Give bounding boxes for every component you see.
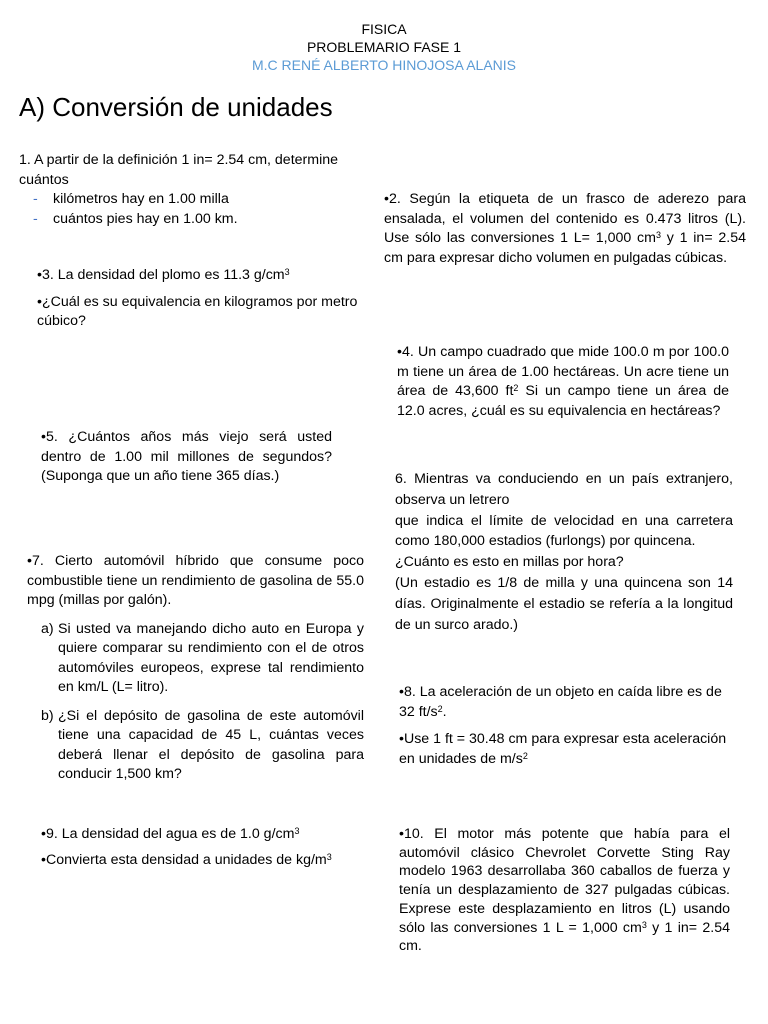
header-subject: FISICA: [361, 21, 407, 37]
problem-3-line1: •3. La densidad del plomo es 11.3 g/cm: [37, 267, 285, 283]
problem-8-line1-end: .: [442, 703, 447, 720]
problem-4: [397, 343, 729, 421]
problem-7-text: •7. Cierto automóvil híbrido que consume poco combustible tiene un rendimiento de gasolina de 55.0 mpg (millas por galón).: [27, 553, 364, 608]
problem-8-line1: •8. La aceleración de un objeto en caída libre es de 32 ft/s: [399, 684, 722, 720]
problem-1: [19, 151, 383, 229]
section-title: A) Conversión de unidades: [19, 92, 333, 122]
problem-6-line1: 6. Mientras va conduciendo en un país extranjero, observa un letrero: [395, 471, 733, 508]
problem-7: [27, 552, 364, 785]
problem-3-sup: 3: [284, 267, 290, 277]
problem-9-line1: •9. La densidad del agua es de 1.0 g/cm: [41, 826, 295, 842]
problem-8-sup1: 2: [437, 703, 443, 714]
problem-1-sub-b-text: cuántos pies hay en 1.00 km.: [53, 210, 238, 227]
dash-bullet-icon: -: [33, 191, 38, 207]
problem-7-part-b: [27, 707, 364, 785]
problem-7-a-label: a): [41, 620, 54, 637]
problem-7-part-a: [27, 620, 364, 698]
problem-9-sup2: 3: [326, 851, 332, 862]
problem-2-text-b: y 1 in= 2.54 cm para expresar dicho volumen en pulgadas cúbicas.: [384, 230, 746, 266]
problem-6-line3: ¿Cuánto es esto en millas por hora?: [395, 554, 624, 571]
problem-1-sub-a: [19, 190, 383, 210]
problem-5: [41, 428, 332, 487]
problem-7-b-label: b): [41, 707, 54, 724]
problem-9: [41, 825, 361, 870]
problem-3-line2: •¿Cuál es su equivalencia en kilogramos por metro cúbico?: [37, 293, 358, 329]
problem-6: [395, 469, 733, 635]
problem-9-sup1: 3: [294, 826, 300, 836]
problem-5-text: •5. ¿Cuántos años más viejo será usted dentro de 1.00 mil millones de segundos? (Suponga que un año tiene 365 días.): [41, 429, 332, 484]
dash-bullet-icon: -: [33, 210, 38, 227]
problem-10-sup: 3: [641, 919, 647, 930]
header-problem-set: PROBLEMARIO FASE 1: [306, 39, 462, 55]
problem-10-text-b: y 1 in= 2.54 cm.: [399, 919, 730, 955]
problem-10: [399, 825, 730, 956]
problem-4-sup: 2: [513, 383, 519, 393]
problem-10-text: •10. El motor más potente que había para el automóvil clásico Chevrolet Corvette Sting Ray modelo 1963 desarrollaba 360 caballos de fuerza y tenía un desplazamiento de 327 pulgadas cúbicas. Exprese este desplazamiento en litros (L) usando sólo las conversiones 1 L = 1,000 cm: [399, 826, 730, 936]
problem-1-intro-cont: cuántos: [19, 171, 69, 188]
problem-8-line2: •Use 1 ft = 30.48 cm para expresar esta aceleración en unidades de m/s: [399, 731, 727, 767]
problem-2-sup: 3: [655, 230, 661, 240]
problem-4-text-b: Si un campo tiene un área de 12.0 acres, ¿cuál es su equivalencia en hectáreas?: [397, 383, 729, 419]
problem-1-sub-a-text: kilómetros hay en 1.00 milla: [53, 191, 229, 207]
problem-2-text: •2. Según la etiqueta de un frasco de aderezo para ensalada, el volumen del contenido es 0.473 litros (L). Use sólo las conversiones 1 L= 1,000 cm: [384, 191, 746, 246]
problem-7-a-text: Si usted va manejando dicho auto en Europa y quiere comparar su rendimiento con el de otros automóviles europeos, exprese tal rendimiento en km/L (L= litro).: [58, 620, 364, 695]
header-author: M.C RENÉ ALBERTO HINOJOSA ALANIS: [251, 57, 516, 73]
problem-7-b-text: ¿Si el depósito de gasolina de este automóvil tiene una capacidad de 45 L, cuántas veces deberá llenar el depósito de gasolina para conducir 1,500 km?: [58, 707, 364, 782]
problem-9-line2: •Convierta esta densidad a unidades de kg/m: [41, 851, 327, 868]
problem-1-sub-b: [19, 210, 383, 230]
problem-6-line4: (Un estadio es 1/8 de milla y una quincena son 14 días. Originalmente el estadio se refería a la longitud de un surco arado.): [395, 574, 733, 633]
problem-2: [384, 190, 746, 268]
problem-6-line2: que indica el límite de velocidad en una carretera como 180,000 estadios (furlongs) por quincena.: [395, 512, 733, 550]
problem-1-intro: 1. A partir de la definición 1 in= 2.54 cm, determine: [19, 152, 339, 168]
problem-8: [399, 683, 736, 769]
problem-3: [37, 266, 367, 332]
problem-4-text: •4. Un campo cuadrado que mide 100.0 m por 100.0 m tiene un área de 1.00 hectáreas. Un acre tiene un área de 43,600 ft: [397, 344, 729, 399]
problem-8-sup2: 2: [522, 750, 528, 761]
